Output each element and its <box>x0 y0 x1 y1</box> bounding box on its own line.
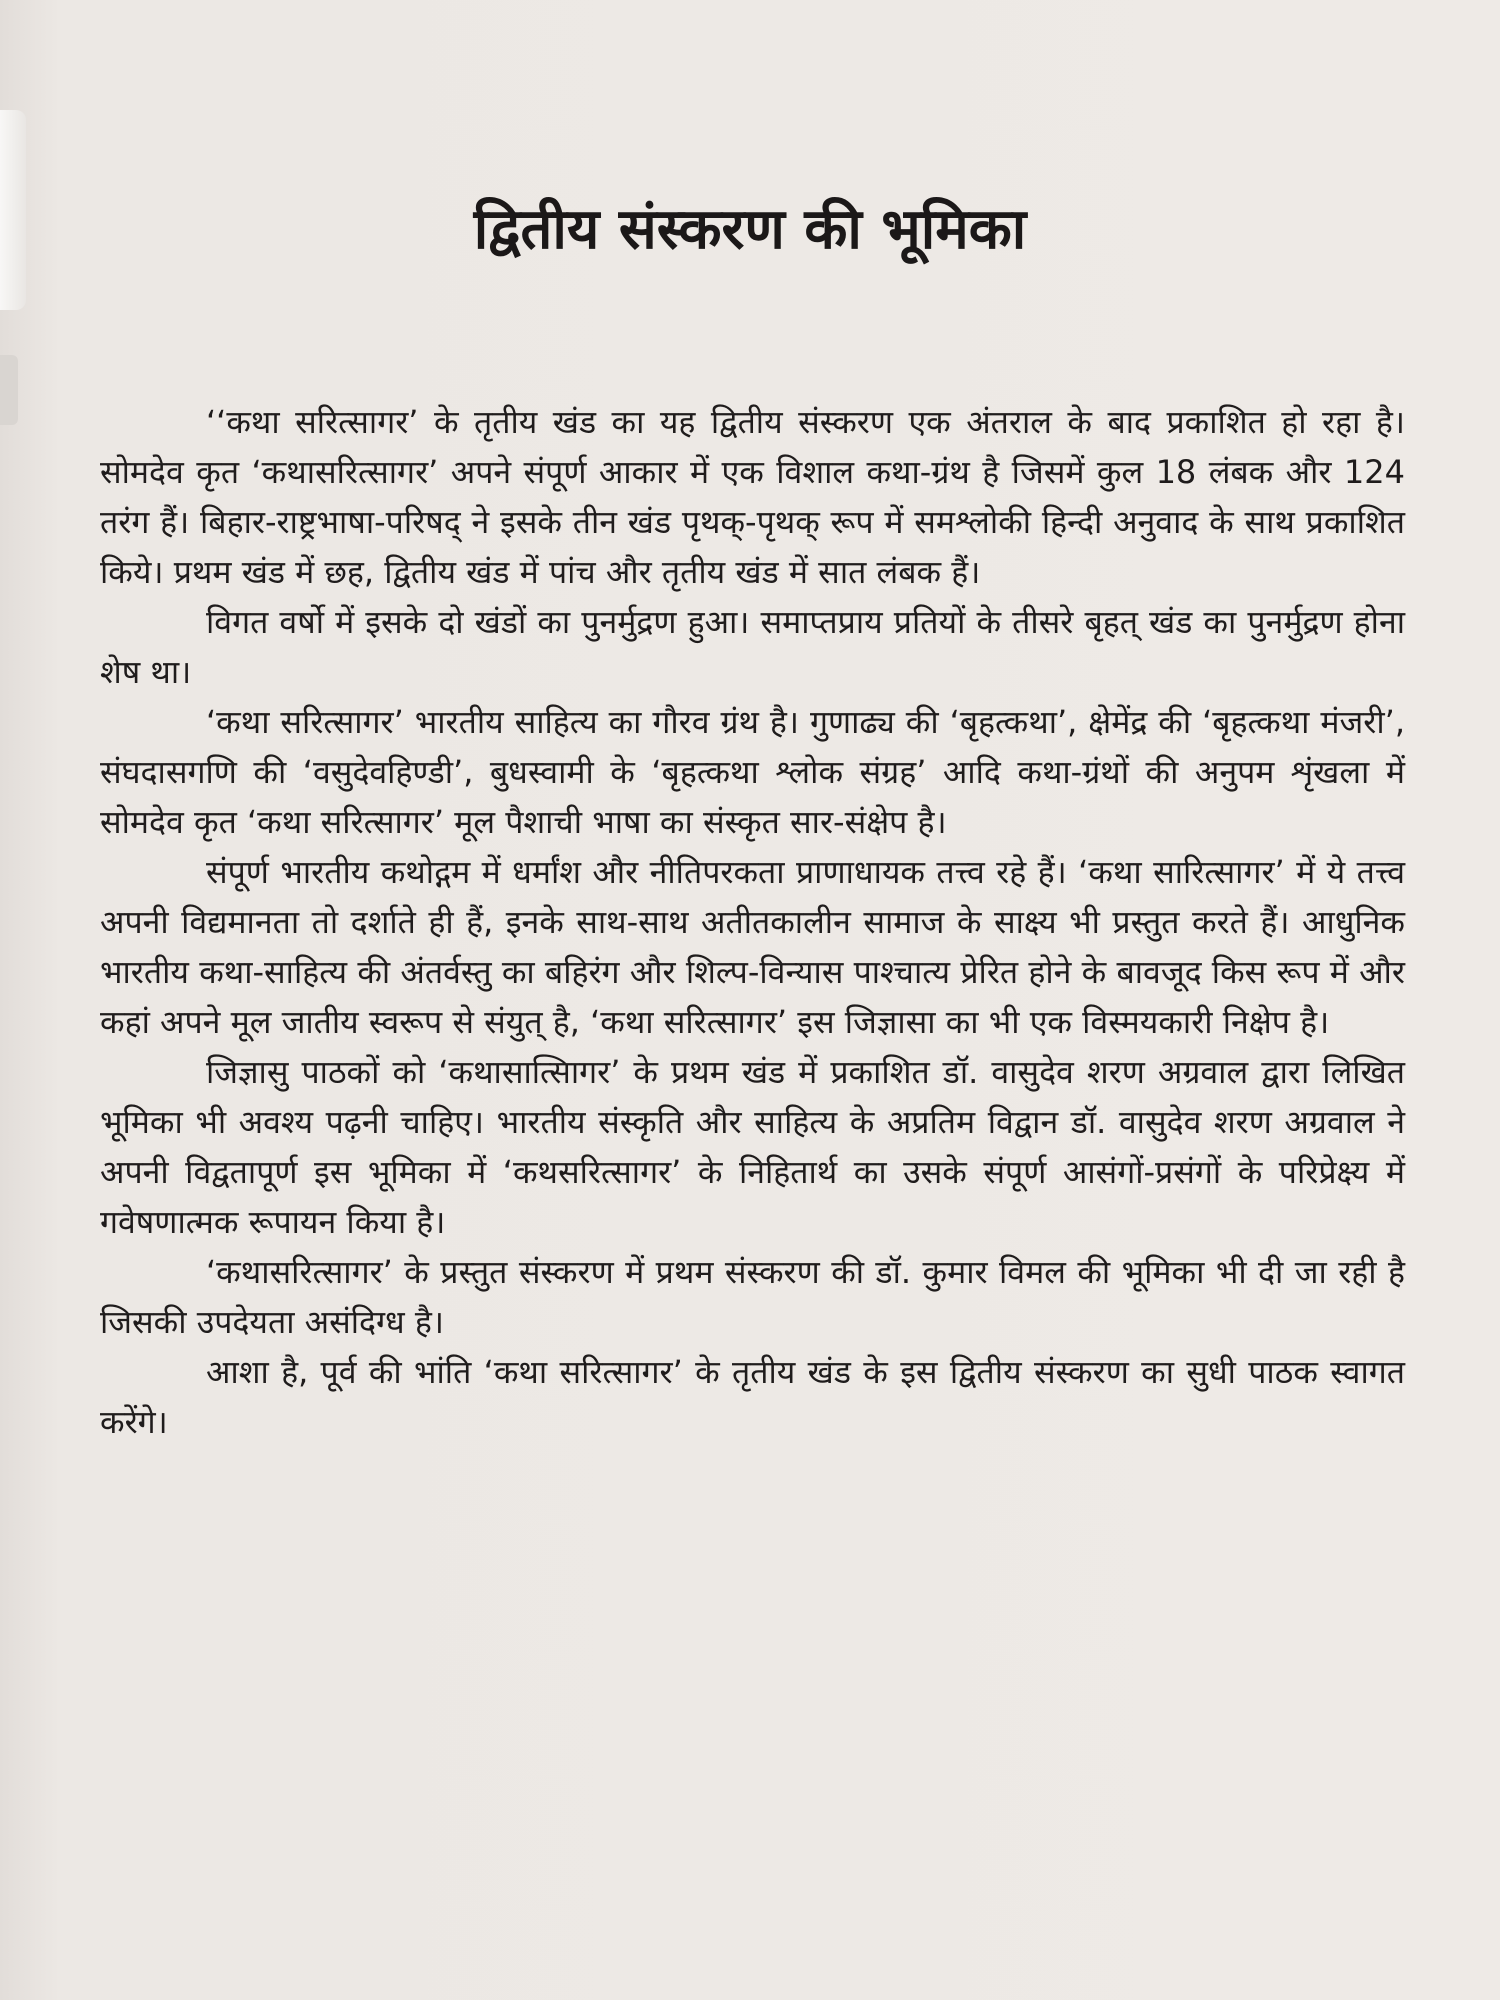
paragraph-5: जिज्ञासु पाठकों को ‘कथासात्सिागर’ के प्रथम खंड में प्रकाशित डॉ. वासुदेव शरण अग्रवाल द्वारा लिखित भूमिका भी अवश्य पढ़नी चाहिए। भारतीय संस्कृति और साहित्य के अप्रतिम विद्वान डॉ. वासुदेव शरण अग्रवाल ने अपनी विद्वतापूर्ण इस भूमिका में ‘कथसरित्सागर’ के निहितार्थ का उसके संपूर्ण आसंगों-प्रसंगों के परिप्रेक्ष्य में गवेषणात्मक रूपायन किया है। <box>100 1053 1405 1241</box>
paragraph-7: आशा है, पूर्व की भांति ‘कथा सरित्सागर’ के तृतीय खंड के इस द्वितीय संस्करण का सुधी पाठक स्वागत करेंगे। <box>100 1353 1405 1441</box>
page-title: द्वितीय संस्करण की भूमिका <box>473 197 1027 262</box>
page-body <box>100 397 1405 1447</box>
paragraph-3: ‘कथा सरित्सागर’ भारतीय साहित्य का गौरव ग्रंथ है। गुणाढ्य की ‘बृहत्कथा’, क्षेमेंद्र की ‘बृहत्कथा मंजरी’, संघदासगणि की ‘वसुदेवहिण्डी’, बुधस्वामी के ‘बृहत्कथा श्लोक संग्रह’ आदि कथा-ग्रंथों की अनुपम शृंखला में सोमदेव कृत ‘कथा सरित्सागर’ मूल पैशाची भाषा का संस्कृत सार-संक्षेप है। <box>100 703 1405 841</box>
paragraph-6: ‘कथासरित्सागर’ के प्रस्तुत संस्करण में प्रथम संस्करण की डॉ. कुमार विमल की भूमिका भी दी जा रही है जिसकी उपदेयता असंदिग्ध है। <box>100 1253 1405 1341</box>
page-binding-edge-lower <box>0 355 18 425</box>
paragraph-2: विगत वर्षो में इसके दो खंडों का पुनर्मुद्रण हुआ। समाप्तप्राय प्रतियों के तीसरे बृहत् खंड का पुनर्मुद्रण होना शेष था। <box>100 603 1405 691</box>
paragraph-4: संपूर्ण भारतीय कथोद्गम में धर्मांश और नीतिपरकता प्राणाधायक तत्त्व रहे हैं। ‘कथा सारित्सागर’ में ये तत्त्व अपनी विद्यमानता तो दर्शाते ही हैं, इनके साथ-साथ अतीतकालीन सामाज के साक्ष्य भी प्रस्तुत करते हैं। आधुनिक भारतीय कथा-साहित्य की अंतर्वस्तु का बहिरंग और शिल्प-विन्यास पाश्चात्य प्रेरित होने के बावजूद किस रूप में और कहां अपने मूल जातीय स्वरूप से संयुत् है, ‘कथा सरित्सागर’ इस जिज्ञासा का भी एक विस्मयकारी निक्षेप है। <box>100 853 1405 1041</box>
paragraph-1: ‘‘कथा सरित्सागर’ के तृतीय खंड का यह द्वितीय संस्करण एक अंतराल के बाद प्रकाशित हो रहा है। सोमदेव कृत ‘कथासरित्सागर’ अपने संपूर्ण आकार में एक विशाल कथा-ग्रंथ है जिसमें कुल 18 लंबक और 124 तरंग हैं। बिहार-राष्ट्रभाषा-परिषद् ने इसके तीन खंड पृथक्-पृथक् रूप में समश्लोकी हिन्दी अनुवाद के साथ प्रकाशित किये। प्रथम खंड में छह, द्वितीय खंड में पांच और तृतीय खंड में सात लंबक हैं। <box>100 403 1405 591</box>
